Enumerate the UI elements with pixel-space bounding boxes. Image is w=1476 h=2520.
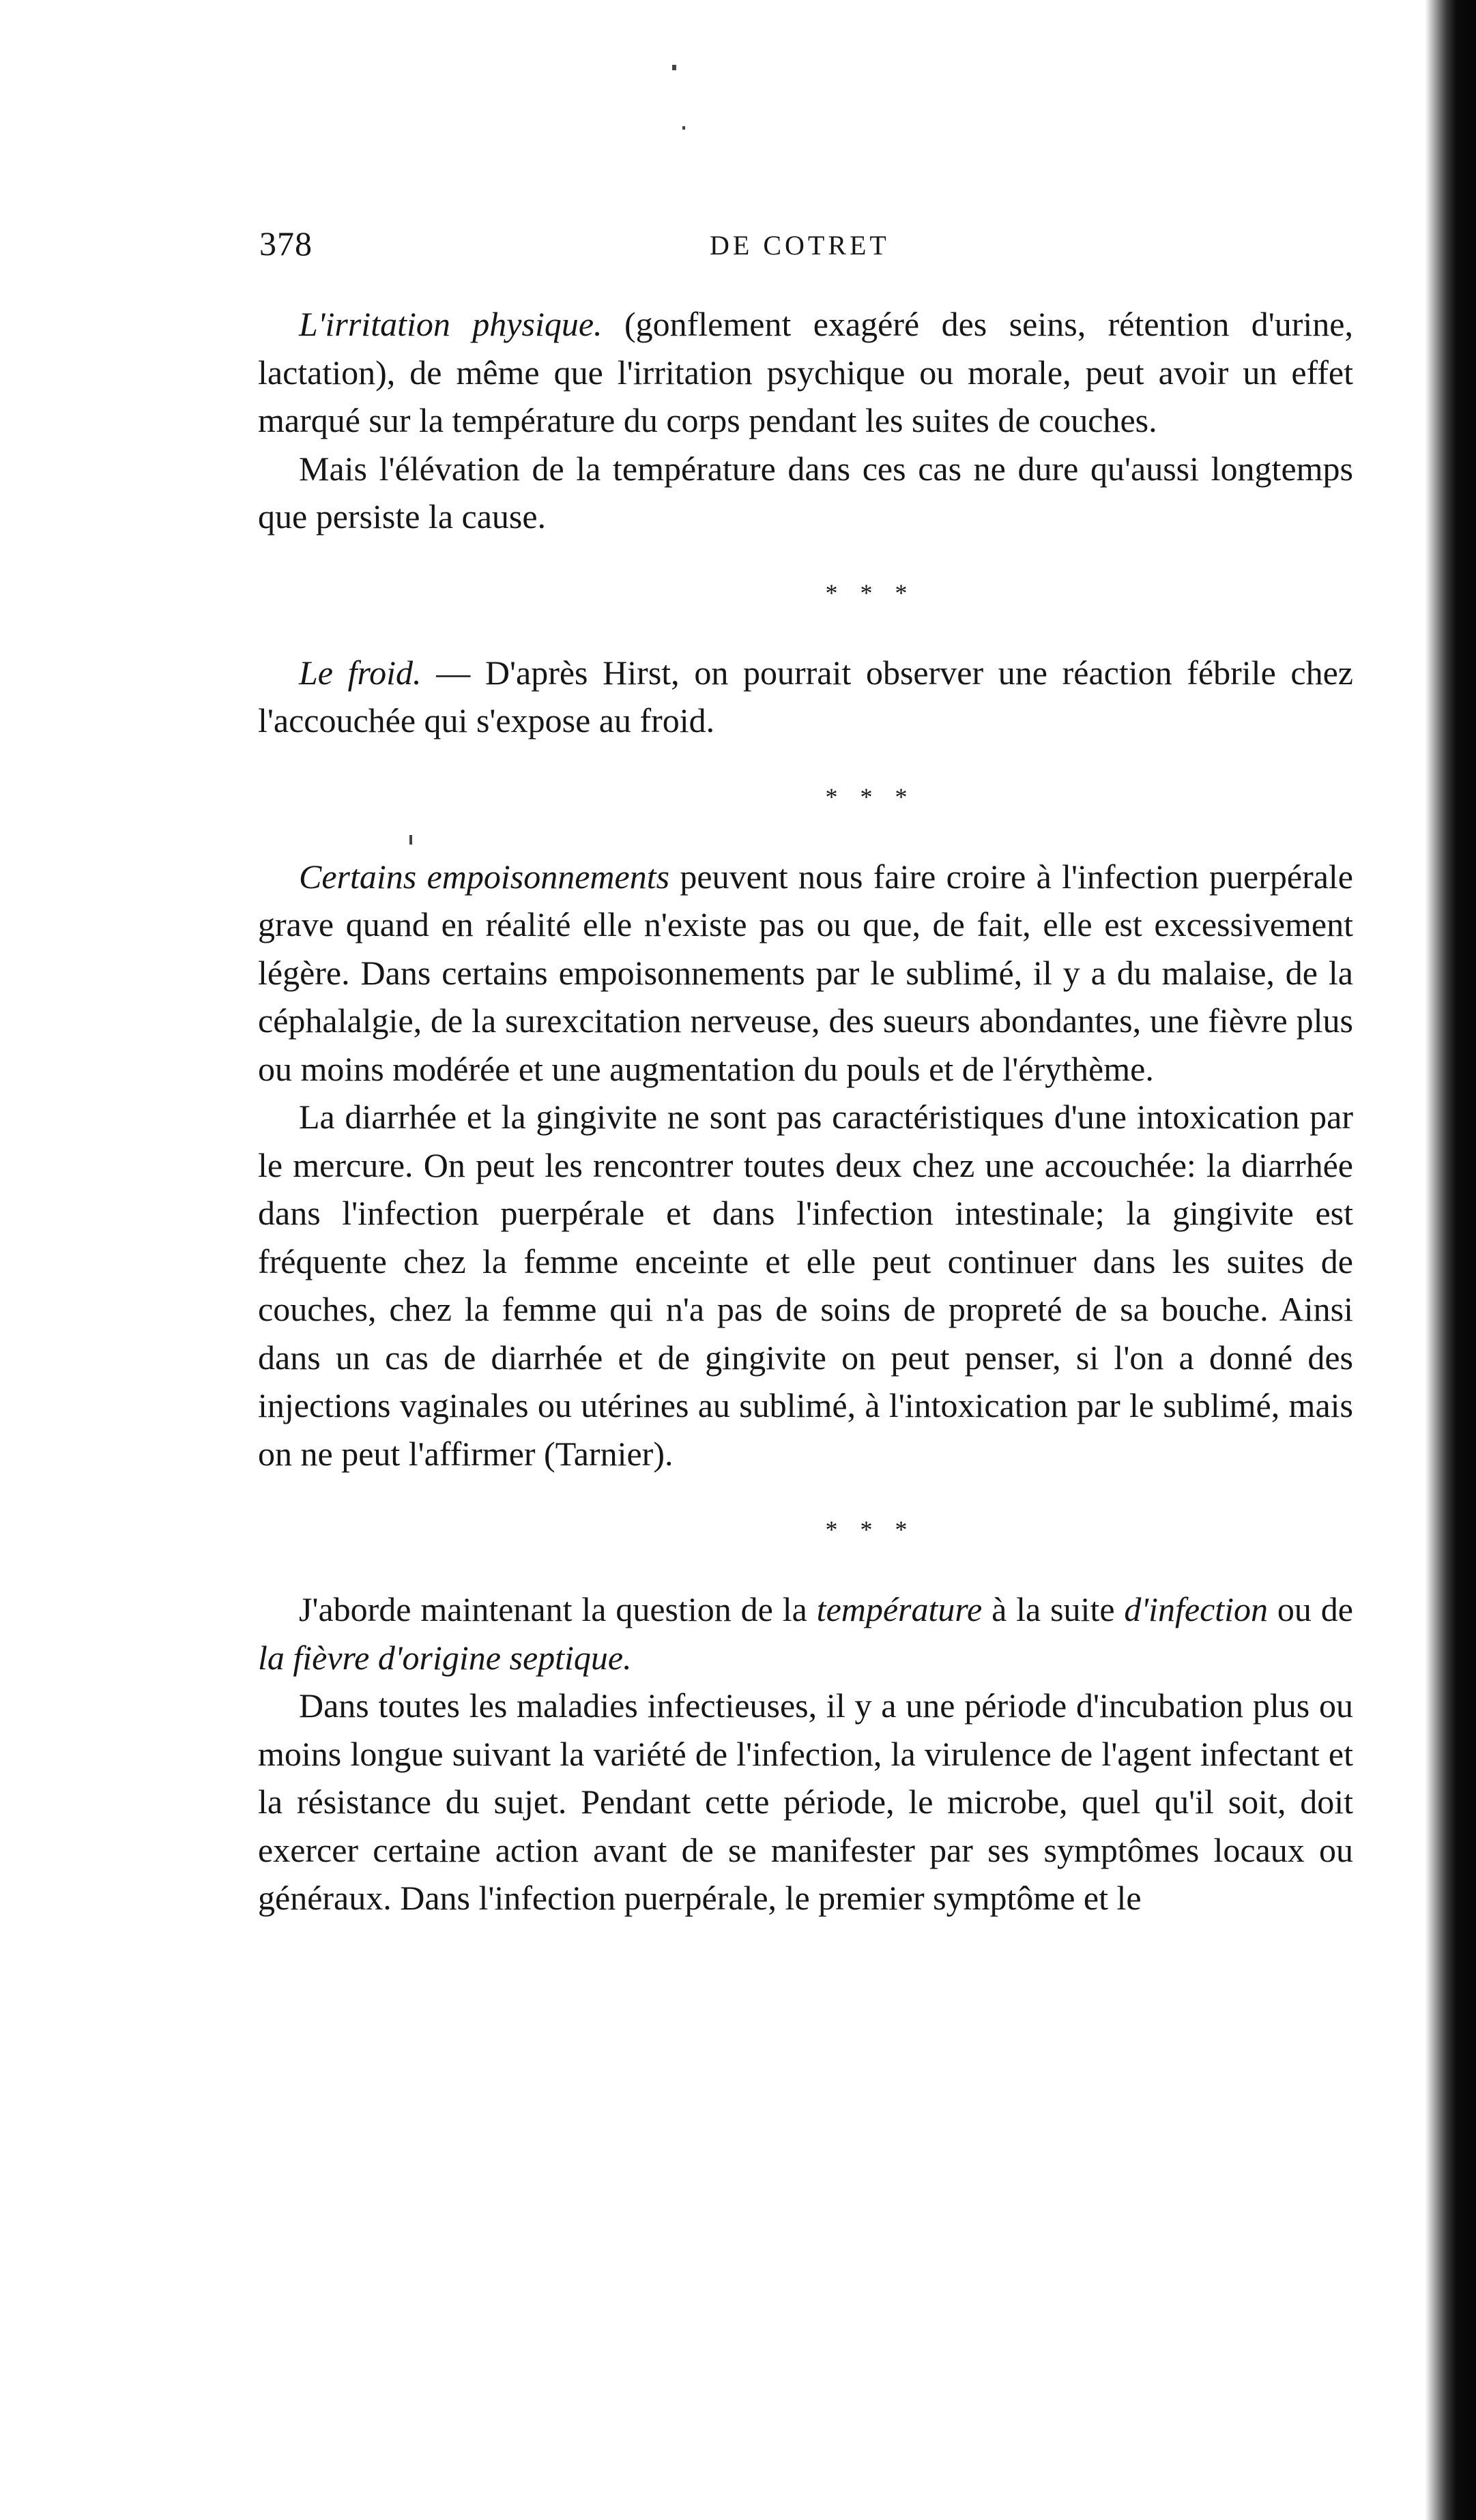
paragraph-infection-question <box>258 1585 1353 1682</box>
paragraph-elevation: Mais l'élévation de la température dans ces cas ne dure qu'aussi longtemps que persiste la cause. <box>258 449 1353 536</box>
scan-speck <box>409 835 412 845</box>
body-text <box>258 300 1353 1922</box>
paragraph-empoisonnements-heading: Certains empoisonnements <box>299 857 670 896</box>
paragraph-empoisonnements-text: peuvent nous faire croire à l'infection puerpérale grave quand en réalité elle n'existe pas ou que, de fait, elle est excessivement légère. Dans certains empoisonnements par le sublimé, il y a du malaise, de la céphalalgie, de la surexcitation nerveuse, des sueurs abondantes, une fièvre plus ou moins modérée et une augmentation du pouls et de l'érythème. <box>258 857 1353 1088</box>
section-separator: * * * <box>825 578 916 606</box>
paragraph-froid-text: — D'après Hirst, on pourrait observer une réaction fébrile chez l'accouchée qui s'expose au froid. <box>258 653 1354 739</box>
paragraph-infection-question-em-fievre: la fièvre d'origine septique. <box>258 1638 632 1677</box>
paragraph-irritation-text: (gonflement exagéré des seins, rétention d'urine, lactation), de même que l'irritation psychique ou morale, peut avoir un effet marqué sur la température du corps pendant les suites de couches. <box>258 305 1354 439</box>
paragraph-froid-heading: Le froid. <box>299 653 422 692</box>
paragraph-infection-question-em-temperature: température <box>816 1590 983 1628</box>
paragraph-infection-question-text-c: ou de <box>1268 1590 1353 1628</box>
paragraph-empoisonnements <box>258 853 1353 1094</box>
paragraph-incubation: Dans toutes les maladies infectieuses, il y a une période d'incubation plus ou moins longue suivant la variété de l'infection, la virulence de l'agent infectant et la résistance du sujet. Pendant cette période, le microbe, quel qu'il soit, doit exercer certaine action avant de se manifester par ses symptômes locaux ou généraux. Dans l'infection puerpérale, le premier symptôme et le <box>258 1686 1353 1917</box>
section-separator: * * * <box>825 1516 916 1543</box>
page-header <box>259 224 1351 272</box>
section-separator: * * * <box>825 782 916 810</box>
paragraph-infection-question-text-a: J'aborde maintenant la question de la <box>299 1590 817 1628</box>
paragraph-froid <box>258 649 1353 745</box>
paragraph-diarrhee: La diarrhée et la gingivite ne sont pas caractéristiques d'une intoxication par le mercure. On peut les rencontrer toutes deux chez une accouchée: la diarrhée dans l'infection puerpérale et dans l'infection intestinale; la gingivite est fréquente chez la femme enceinte et elle peut continuer dans les suites de couches, chez la femme qui n'a pas de soins de propreté de sa bouche. Ainsi dans un cas de diarrhée et de gingivite on peut penser, si l'on a donné des injections vaginales ou utérines au sublimé, à l'intoxication par le sublimé, mais on ne peut l'affirmer (Tarnier). <box>258 1098 1353 1473</box>
scan-speck <box>682 126 685 130</box>
paragraph-irritation <box>258 300 1353 445</box>
book-spine-shadow <box>1398 0 1476 2520</box>
scan-speck <box>672 65 676 70</box>
paragraph-infection-question-em-infection: d'infection <box>1124 1590 1269 1628</box>
page-number: 378 <box>259 224 313 263</box>
paragraph-irritation-heading: L'irritation physique. <box>299 305 603 343</box>
running-head: DE COTRET <box>710 230 890 261</box>
paragraph-infection-question-text-b: à la suite <box>982 1590 1125 1628</box>
